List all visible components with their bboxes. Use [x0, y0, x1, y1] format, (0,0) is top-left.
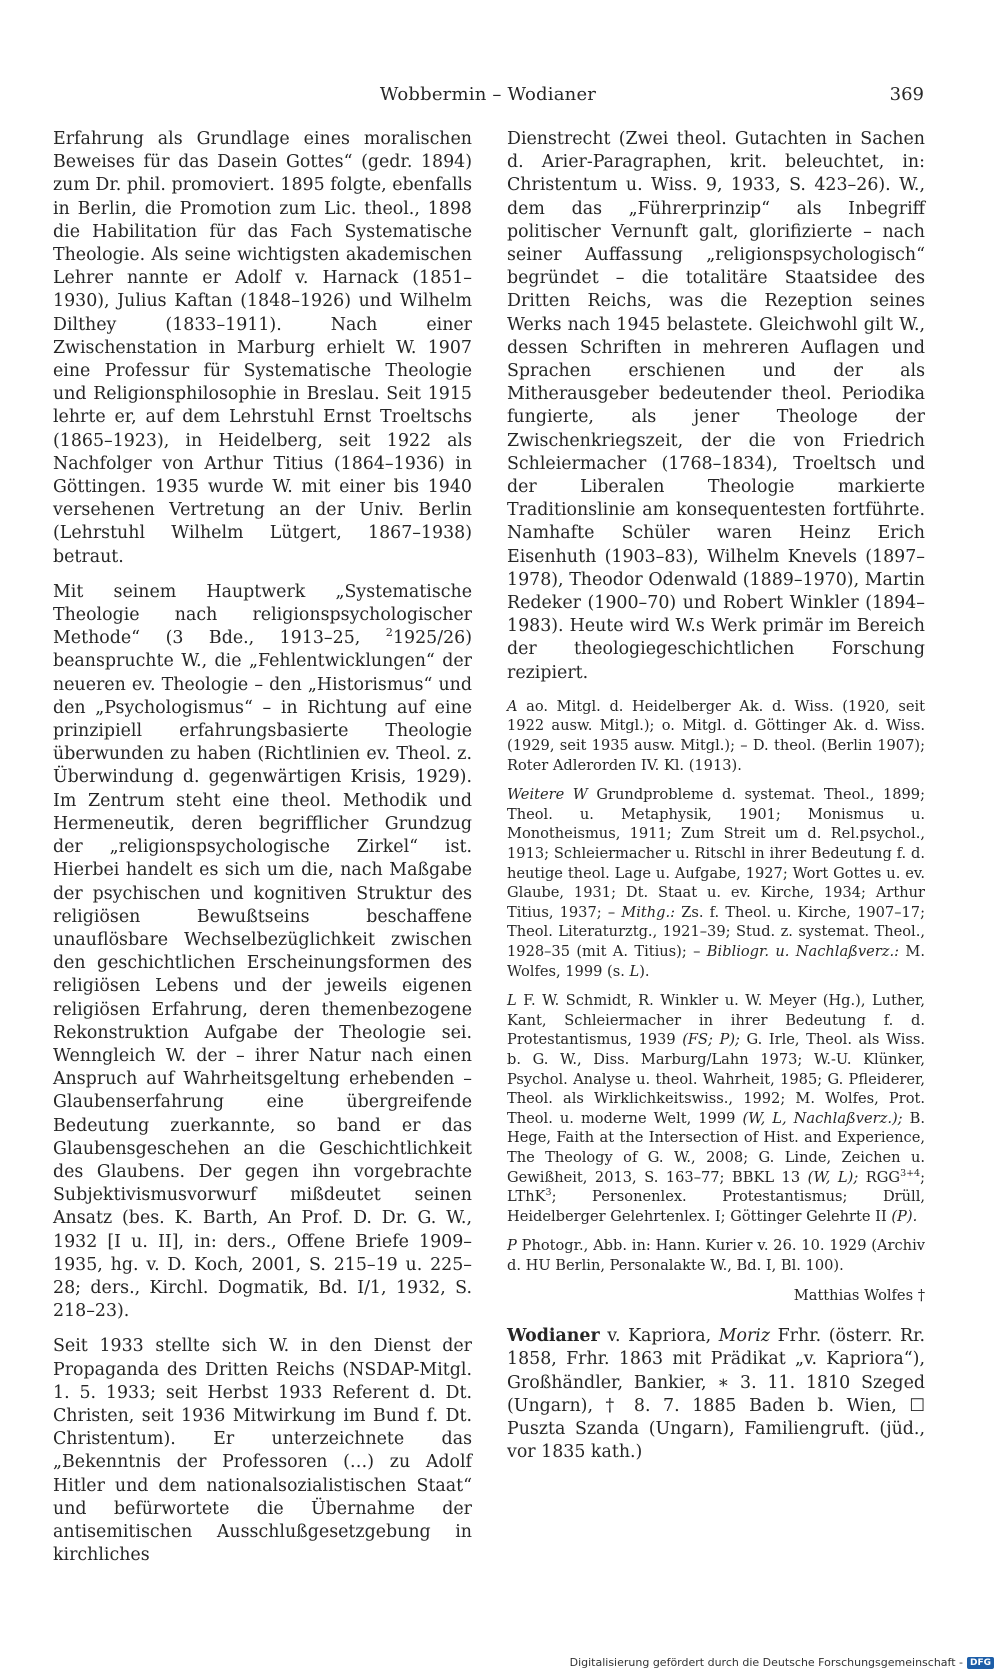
page-number: 369 [889, 84, 924, 105]
italic-run: (W, L); [807, 1168, 859, 1186]
section-label: P [507, 1237, 517, 1255]
next-entry [507, 1325, 925, 1464]
left-column [53, 128, 472, 1579]
text-run: B. Hege, Faith at the Intersection of Hist. and Experience, The Theology of G. W., 2008; G. Linde, Zeichen u. Gewißheit, 2013, S. 163–77; BBKL 13 [507, 1109, 925, 1186]
page-header [52, 84, 924, 112]
paragraph [53, 581, 472, 1324]
right-column [507, 128, 925, 1476]
superscript: 3 [545, 1187, 552, 1199]
text-run: RGG [858, 1168, 901, 1186]
entry-headword: Wodianer [507, 1326, 600, 1347]
italic-run: L [629, 962, 640, 980]
section-label: Weitere W [507, 786, 588, 804]
author-signature: Matthias Wolfes † [793, 1286, 925, 1304]
italic-run: Bibliogr. u. Nachlaßverz.: [706, 943, 900, 960]
text-run: Photogr., Abb. in: Hann. Kurier v. 26. 10. 1929 (Archiv d. HU Berlin, Personalakte W., Bd. I, Bl. 100). [507, 1237, 925, 1274]
text-run: ao. Mitgl. d. Heidelberger Ak. d. Wiss. (1920, seit 1922 ausw. Mitgl.); o. Mitgl. d. Göttinger Ak. d. Wiss. (1929, seit 1935 ausw. Mitgl.); – D. theol. (Berlin 1907); Roter Adlerorden IV. Kl. (1913). [507, 697, 925, 774]
text-run: Frhr. (österr. Rr. 1858, Frhr. 1863 mit Prädikat „v. Kapriora“), Großhändler, Bankier, ∗ 3. 11. 1810 Szeged (Ungarn), † 8. 7. 1885 Baden b. Wien, ☐ Puszta Szanda (Ungarn), Familiengruft. (jüd., vor 1835 kath.) [507, 1326, 925, 1463]
text-run: Grundprobleme d. systemat. Theol., 1899; Theol. u. Metaphysik, 1901; Monismus u. Monotheismus, 1911; Zum Streit um d. Rel.psychol., 1913; Schleiermacher u. Ritschl in ihrer Bedeutung f. d. heutige theol. Lage u. Aufgabe, 1927; Wort Gottes u. ev. Glaube, 1931; Dt. Staat u. ev. Kirche, 1934; Arthur Titius, 1937; – [507, 786, 925, 921]
paragraph: Dienstrecht (Zwei theol. Gutachten in Sachen d. Arier-Paragraphen, krit. beleuchtet, in: Christentum u. Wiss. 9, 1933, S. 423–26). W., dem das „Führerprinzip“ als Inbegriff politischer Vernunft galt, glorifizierte – nach seiner Auffassung „religionspsychologisch“ begründet – die totalitäre Staatsidee des Dritten Reichs, was die Rezeption seines Werks nach 1945 belastete. Gleichwohl gilt W., dessen Schriften in mehreren Auflagen und Sprachen erschienen und der als Mitherausgeber bedeutender theol. Periodika fungierte, als jener Theologe der Zwischenkriegszeit, der die von Friedrich Schleiermacher (1768–1834), Troeltsch und der Liberalen Theologie markierte Traditionslinie am konsequentesten fortführte. Namhafte Schüler waren Heinz Erich Eisenhuth (1903–83), Wilhelm Knevels (1897–1978), Theodor Odenwald (1889–1970), Martin Redeker (1900–70) und Robert Winkler (1894–1983). Heute wird W.s Werk primär im Bereich der theologiegeschichtlichen Forschung rezipiert. [507, 129, 925, 683]
section-label: A [507, 697, 518, 715]
works-section [507, 785, 925, 981]
text-run: M. Wolfes, 1999 (s. [507, 943, 925, 980]
italic-run: Mithg.: [621, 903, 676, 921]
digitization-footer [570, 1656, 994, 1669]
italic-run: (FS; P); [682, 1031, 740, 1049]
text-run: F. W. Schmidt, R. Winkler u. W. Meyer (Hg.), Luther, Kant, Schleiermacher in ihrer Bedeutung f. d. Protestantismus, 1939 [507, 992, 925, 1049]
dfg-logo-icon: DFG [967, 1657, 994, 1669]
text-run: Mit seinem Hauptwerk „Systematische Theologie nach religionspsychologischer Methode“ (3 Bde., 1913–25, [53, 581, 472, 649]
superscript: 3+4 [900, 1167, 921, 1179]
text-run: G. Irle, Theol. als Wiss. b. G. W., Diss. Marburg/Lahn 1973; W.-U. Klünker, Psychol. Analyse u. theol. Wahrheit, 1985; G. Pfleiderer, Theol. als Wirklichkeitswiss., 1992; M. Wolfes, Prot. Theol. u. moderne Welt, 1999 [507, 1031, 925, 1127]
literature-section [507, 991, 925, 1226]
text-run: ; Personenlex. Protestantismus; Drüll, Heidelberger Gelehrtenlex. I; Göttinger Gelehrte II [507, 1188, 925, 1225]
italic-run: (W, L, Nachlaßverz.); [742, 1109, 903, 1127]
text-run: ). [639, 962, 650, 980]
italic-run: Moriz [718, 1326, 771, 1347]
italic-run: (P). [891, 1207, 918, 1225]
section-label: L [507, 992, 517, 1010]
text-run: 1925/26) beanspruchte W., die „Fehlentwicklungen“ der neueren ev. Theologie – den „Historismus“ und den „Psychologismus“ – in Richtung auf eine prinzipiell erfahrungsbasierte Theologie überwunden zu haben (Richtlinien ev. Theol. z. Überwindung d. gegenwärtigen Krisis, 1929). Im Zentrum steht eine theol. Methodik und Hermeneutik, deren begrifflicher Grundzug der „religionspsychologische Zirkel“ ist. Hierbei handelt es sich um die, nach Maßgabe der psychischen und kognitiven Struktur des religiösen Bewußtseins beschaffene unauflösbare Wechselbezüglichkeit zwischen den geschichtlichen Erscheinungsformen des religiösen Lebens und der jeweils eigenen religiösen Erfahrung, deren themenbezogene Rekonstruktion Aufgabe der Theologie sei. Wenngleich W. der – ihrer Natur nach einen Anspruch auf Wahrheitsgeltung erhebenden – Glaubenserfahrung eine übergreifende Bedeutung zuerkannte, so band er das Glaubensgeschehen an die Geschichtlichkeit des Glaubens. Der gegen ihn vorgebrachte Subjektivismusvorwurf mißdeutet seinen Ansatz (bes. K. Barth, An Prof. D. Dr. G. W., 1932 [I u. II], in: ders., Offene Briefe 1909–1935, hg. v. D. Koch, 2001, S. 215–19 u. 225–28; ders., Kirchl. Dogmatik, Bd. I/1, 1932, S. 218–23). [53, 628, 472, 1322]
portrait-section [507, 1236, 925, 1275]
running-title: Wobbermin – Wodianer [379, 84, 597, 105]
paragraph: Erfahrung als Grundlage eines moralischen Beweises für das Dasein Gottes“ (gedr. 1894) zum Dr. phil. promoviert. 1895 folgte, ebenfalls in Berlin, die Promotion zum Lic. theol., 1898 die Habilitation für das Fach Systematische Theologie. Als seine wichtigsten akademischen Lehrer nannte er Adolf v. Harnack (1851–1930), Julius Kaftan (1848–1926) und Wilhelm Dilthey (1833–1911). Nach einer Zwischenstation in Marburg erhielt W. 1907 eine Professur für Systematische Theologie und Religionsphilosophie in Breslau. Seit 1915 lehrte er, auf dem Lehrstuhl Ernst Troeltschs (1865–1923), in Heidelberg, seit 1922 als Nachfolger von Arthur Titius (1864–1936) in Göttingen. 1935 wurde W. mit einer bis 1940 versehenen Vertretung an der Univ. Berlin (Lehrstuhl Wilhelm Lütgert, 1867–1938) betraut. [53, 129, 472, 567]
text-run: ; LThK [507, 1168, 926, 1206]
paragraph: Seit 1933 stellte sich W. in den Dienst der Propaganda des Dritten Reichs (NSDAP-Mitgl. 1. 5. 1933; seit Herbst 1933 Referent d. Dt. Christen, seit 1936 Mitwirkung im Bund f. Dt. Christentum). Er unterzeichnete das „Bekenntnis der Professoren (…) zu Adolf Hitler und dem nationalsozialistischen Staat“ und befürwortete die Übernahme der antisemitischen Ausschlußgesetzgebung in kirchliches [53, 1336, 472, 1566]
superscript: 2 [385, 626, 393, 640]
footer-text: Digitalisierung gefördert durch die Deutsche Forschungsgemeinschaft - [569, 1656, 963, 1669]
text-run: Zs. f. Theol. u. Kirche, 1907–17; Theol. Literaturztg., 1921–39; Stud. z. systemat. Theol., 1928–35 (mit A. Titius); – [507, 903, 925, 960]
text-run: v. Kapriora, [599, 1326, 719, 1347]
awards-section [507, 697, 925, 775]
